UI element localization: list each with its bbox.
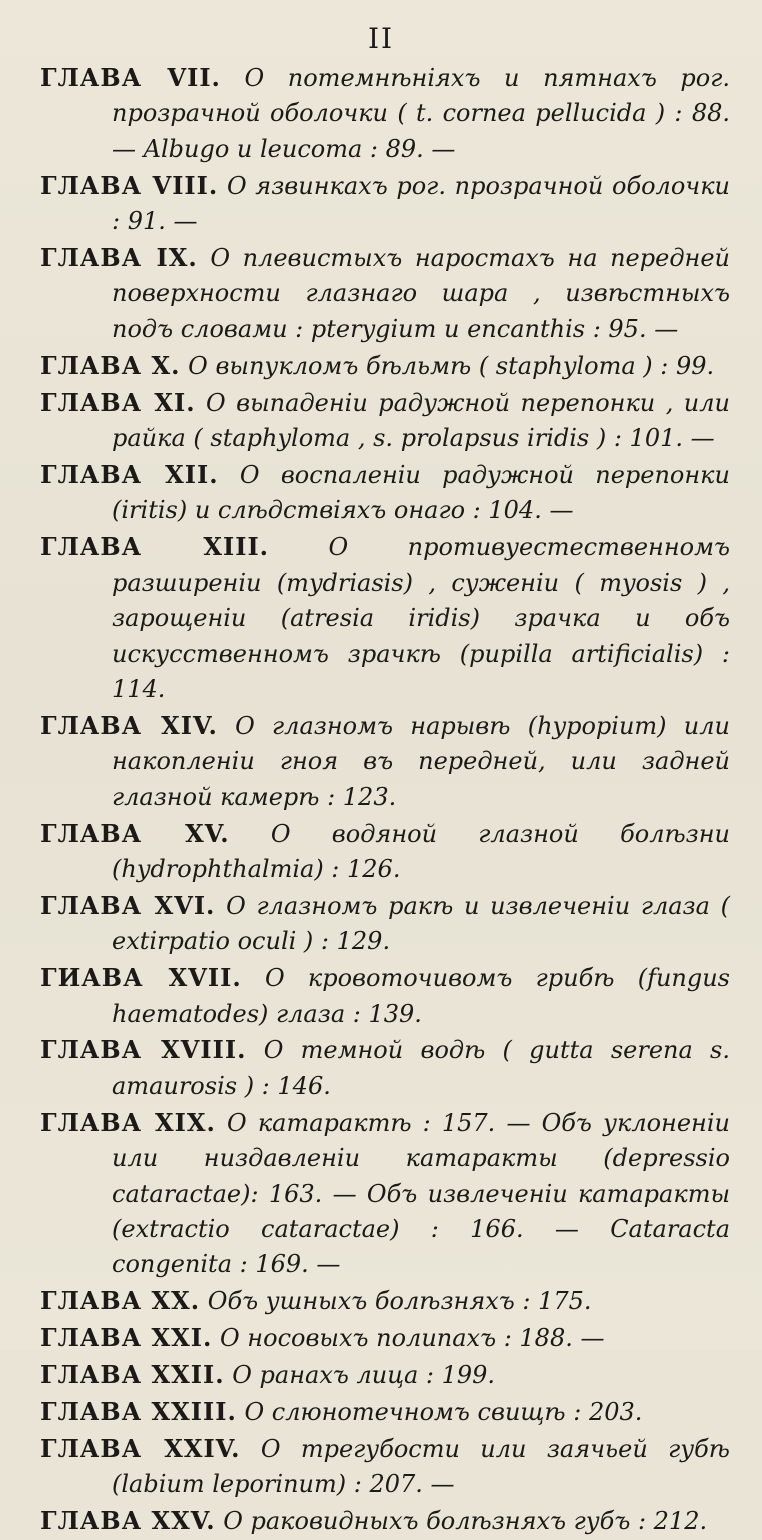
toc-entry (40, 348, 730, 384)
toc-entry (40, 1032, 730, 1104)
chapter-heading: ГЛАВА XXII. (40, 1360, 225, 1390)
toc-entry (40, 708, 730, 815)
chapter-heading: ГЛАВА IX. (40, 243, 198, 273)
chapter-heading: ГЛАВА XXIII. (40, 1397, 237, 1427)
chapter-title: О раковидныхъ болѣзняхъ губъ : 212. (223, 1507, 708, 1536)
chapter-title: О глазномъ нарывѣ (hypopium) или накопленіи гноя въ передней, или задней глазной камерѣ : 123. (112, 711, 731, 811)
toc-entry (40, 529, 730, 707)
chapter-heading: ГЛАВА XXV. (40, 1506, 216, 1536)
toc-entry (40, 816, 730, 888)
toc-entry (40, 1431, 730, 1503)
chapter-heading: ГЛАВА XIII. (40, 532, 270, 562)
toc-entry (40, 1320, 730, 1356)
toc-entry (40, 60, 730, 167)
toc-entry (40, 1357, 730, 1393)
chapter-heading: ГЛАВА VIII. (40, 170, 219, 200)
chapter-title: О катарактѣ : 157. — Объ уклоненіи или низдавленіи катаракты (depressio cataractae): 163. — Объ извлеченіи катаракты (extractio cataractae) : 166. — Cataracta congenita : 169. — (112, 1108, 730, 1279)
table-of-contents (40, 60, 730, 1540)
chapter-heading: ГЛАВА XX. (40, 1286, 201, 1316)
toc-entry (40, 1394, 730, 1430)
chapter-heading: ГИАВА XVII. (40, 963, 242, 993)
chapter-heading: ГЛАВА XI. (40, 387, 196, 417)
toc-entry (40, 240, 730, 347)
toc-entry (40, 457, 730, 529)
chapter-title: О ранахъ лица : 199. (232, 1361, 496, 1390)
chapter-title: О потемнѣніяхъ и пятнахъ рог. прозрачной оболочки ( t. cornea pellucida ) : 88. — Albugo и leucoma : 89. — (112, 64, 730, 163)
chapter-heading: ГЛАВА XII. (40, 459, 219, 489)
chapter-title: О выпукломъ бѣльмѣ ( staphyloma ) : 99. (188, 351, 715, 380)
toc-entry (40, 888, 730, 960)
chapter-title: О носовыхъ полипахъ : 188. — (220, 1324, 605, 1353)
chapter-heading: ГЛАВА X. (40, 350, 181, 380)
chapter-title: О кровоточивомъ грибѣ (fungus haematodes) глаза : 139. (112, 964, 731, 1028)
chapter-title: О плевистыхъ наростахъ на передней поверхности глазнаго шара , извѣстныхъ подъ словами : pterygium и encanthis : 95. — (112, 244, 731, 343)
chapter-title: О глазномъ ракѣ и извлеченіи глаза ( extirpatio oculi ) : 129. (112, 891, 730, 956)
toc-entry (40, 168, 730, 240)
toc-entry (40, 385, 730, 457)
chapter-heading: ГЛАВА XIX. (40, 1107, 216, 1137)
chapter-heading: ГЛАВА VII. (40, 63, 221, 92)
chapter-title: О противуестественномъ разширеніи (mydriasis) , суженіи ( myosis ) , зарощеніи (atresia iridis) зрачка и объ искусственномъ зрачкѣ (pupilla artificialis) : 114. (112, 533, 730, 703)
chapter-heading: ГЛАВА XXIV. (40, 1433, 241, 1463)
chapter-heading: ГЛАВА XV. (40, 818, 230, 848)
toc-entry (40, 1503, 730, 1539)
chapter-title: О выпаденіи радужной перепонки , или райка ( staphyloma , s. prolapsus iridis ) : 101. — (112, 388, 730, 453)
toc-entry (40, 1105, 730, 1283)
page-number: II (367, 22, 395, 55)
chapter-title: О язвинкахъ рог. прозрачной оболочки : 91. — (112, 171, 730, 236)
chapter-title: Объ ушныхъ болѣзняхъ : 175. (207, 1287, 592, 1316)
chapter-heading: ГЛАВА XIV. (40, 710, 218, 740)
chapter-title: О слюнотечномъ свищѣ : 203. (244, 1398, 643, 1427)
chapter-title: О темной водѣ ( gutta serena s. amaurosis ) : 146. (112, 1036, 730, 1100)
toc-entry (40, 1283, 730, 1319)
chapter-title: О воспаленіи радужной перепонки (iritis) и слѣдствіяхъ онаго : 104. — (112, 460, 730, 525)
chapter-heading: ГЛАВА XVIII. (40, 1035, 247, 1065)
chapter-title: О водяной глазной болѣзни (hydrophthalmia) : 126. (112, 819, 731, 883)
chapter-heading: ГЛАВА XXI. (40, 1323, 213, 1353)
toc-entry (40, 960, 730, 1032)
chapter-heading: ГЛАВА XVI. (40, 890, 216, 920)
chapter-title: О трегубости или заячьей губѣ (labium leporinum) : 207. — (112, 1434, 730, 1499)
